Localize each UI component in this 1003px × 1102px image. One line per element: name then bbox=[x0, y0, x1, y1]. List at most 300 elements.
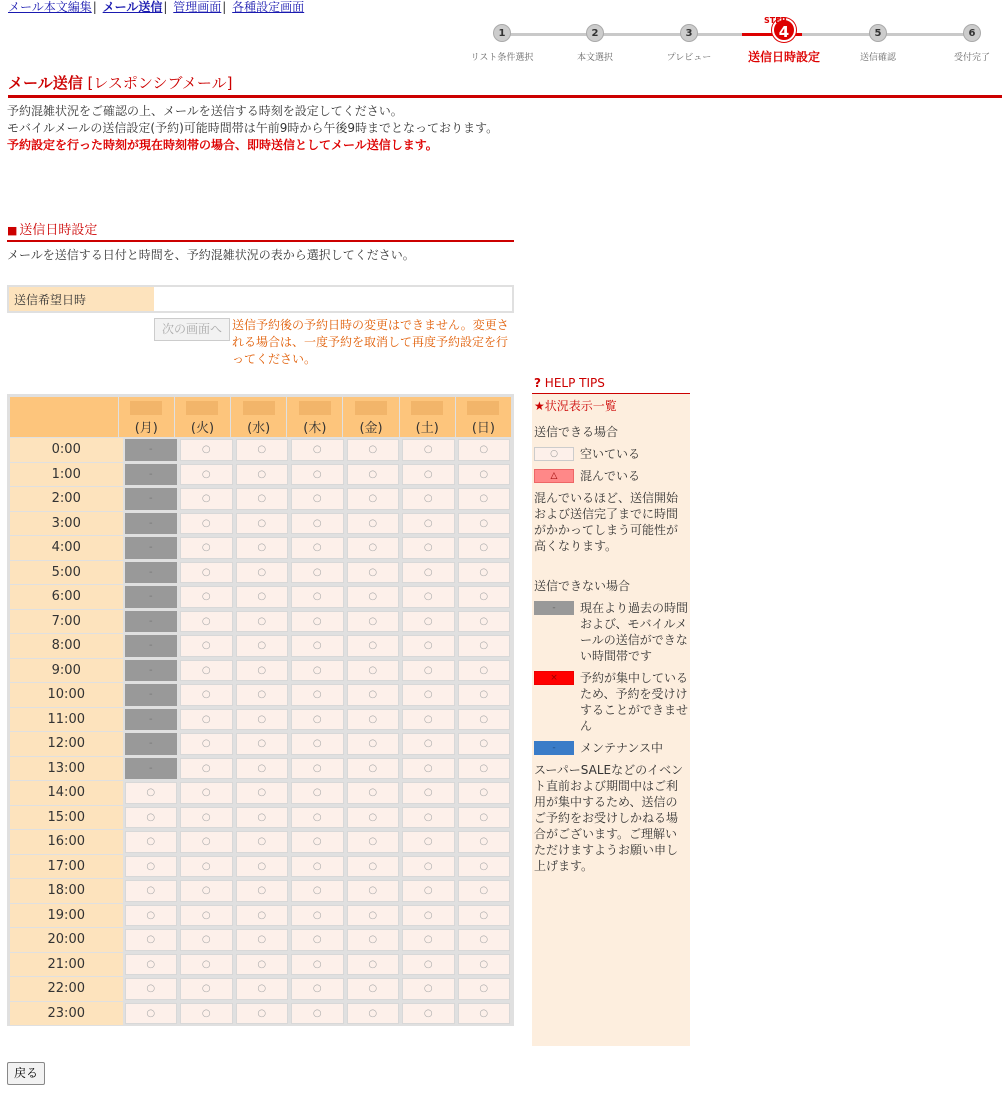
slot-available[interactable] bbox=[401, 854, 456, 879]
slot-unavailable bbox=[124, 437, 179, 462]
slot-available[interactable] bbox=[457, 854, 512, 879]
slot-available[interactable] bbox=[457, 511, 512, 536]
slot-available[interactable] bbox=[235, 756, 290, 781]
slot-available[interactable] bbox=[346, 609, 401, 634]
schedule-row bbox=[10, 927, 511, 952]
slot-mark: ○ bbox=[347, 1003, 400, 1025]
step-label: 送信確認 bbox=[859, 53, 896, 63]
slot-available[interactable] bbox=[179, 903, 234, 928]
schedule-row bbox=[10, 952, 511, 977]
slot-mark: ○ bbox=[236, 905, 289, 927]
page-title bbox=[8, 72, 1002, 98]
schedule-row bbox=[10, 511, 511, 536]
slot-mark: - bbox=[125, 586, 178, 608]
slot-available[interactable] bbox=[179, 511, 234, 536]
slot-available[interactable] bbox=[346, 682, 401, 707]
slot-mark: ○ bbox=[236, 562, 289, 584]
slot-mark: ○ bbox=[402, 537, 455, 559]
slot-available[interactable] bbox=[290, 560, 345, 585]
slot-available[interactable] bbox=[290, 535, 345, 560]
back-button[interactable]: 戻る bbox=[7, 1062, 45, 1085]
slot-mark: ○ bbox=[180, 782, 233, 804]
slot-mark: ○ bbox=[125, 856, 178, 878]
slot-available[interactable] bbox=[290, 437, 345, 462]
slot-mark: ○ bbox=[180, 562, 233, 584]
slot-available[interactable] bbox=[235, 1001, 290, 1026]
slot-available[interactable] bbox=[457, 780, 512, 805]
slot-available[interactable] bbox=[401, 486, 456, 511]
slot-available[interactable] bbox=[401, 976, 456, 1001]
slot-available[interactable] bbox=[346, 1001, 401, 1026]
step-label: 本文選択 bbox=[576, 53, 613, 63]
slot-available[interactable] bbox=[457, 437, 512, 462]
slot-available[interactable] bbox=[401, 805, 456, 830]
slot-available[interactable] bbox=[179, 878, 234, 903]
slot-available[interactable] bbox=[235, 486, 290, 511]
slot-mark: ○ bbox=[347, 611, 400, 633]
slot-mark: - bbox=[125, 439, 178, 461]
slot-mark: ○ bbox=[236, 709, 289, 731]
schedule-row bbox=[10, 805, 511, 830]
slot-mark: - bbox=[125, 464, 178, 486]
schedule-row bbox=[10, 903, 511, 928]
slot-mark: ○ bbox=[458, 905, 511, 927]
slot-available[interactable] bbox=[401, 707, 456, 732]
slot-available[interactable] bbox=[457, 462, 512, 487]
intro-warning: 予約設定を行った時刻が現在時刻帯の場合、即時送信としてメール送信します。 bbox=[7, 138, 438, 152]
slot-mark: ○ bbox=[236, 978, 289, 1000]
slot-available[interactable] bbox=[235, 903, 290, 928]
slot-available[interactable] bbox=[290, 878, 345, 903]
slot-mark: ○ bbox=[458, 954, 511, 976]
slot-available[interactable] bbox=[457, 609, 512, 634]
slot-available[interactable] bbox=[457, 560, 512, 585]
schedule-header bbox=[10, 397, 511, 437]
square-icon: ■ bbox=[7, 224, 18, 237]
slot-mark: ○ bbox=[291, 782, 344, 804]
slot-available[interactable] bbox=[235, 927, 290, 952]
slot-mark: ○ bbox=[458, 439, 511, 461]
day-date-placeholder bbox=[130, 401, 162, 415]
slot-available[interactable] bbox=[235, 437, 290, 462]
slot-available[interactable] bbox=[124, 854, 179, 879]
time-label: 15:00 bbox=[10, 805, 123, 830]
schedule-row bbox=[10, 633, 511, 658]
slot-available[interactable] bbox=[290, 976, 345, 1001]
slot-available[interactable] bbox=[124, 878, 179, 903]
slot-available[interactable] bbox=[179, 731, 234, 756]
slot-available[interactable] bbox=[179, 437, 234, 462]
slot-available[interactable] bbox=[290, 682, 345, 707]
slot-available[interactable] bbox=[124, 952, 179, 977]
slot-available[interactable] bbox=[401, 756, 456, 781]
slot-available[interactable] bbox=[346, 780, 401, 805]
slot-mark: ○ bbox=[236, 611, 289, 633]
time-label: 18:00 bbox=[10, 878, 123, 903]
slot-mark: ○ bbox=[347, 758, 400, 780]
section-title bbox=[7, 219, 514, 242]
slot-available[interactable] bbox=[346, 707, 401, 732]
slot-available[interactable] bbox=[179, 854, 234, 879]
slot-available[interactable] bbox=[235, 854, 290, 879]
step-number: 3 bbox=[680, 24, 698, 42]
slot-available[interactable] bbox=[346, 462, 401, 487]
slot-available[interactable] bbox=[290, 658, 345, 683]
slot-mark: ○ bbox=[458, 537, 511, 559]
slot-available[interactable] bbox=[179, 707, 234, 732]
slot-available[interactable] bbox=[179, 633, 234, 658]
slot-available[interactable] bbox=[457, 756, 512, 781]
slot-available[interactable] bbox=[346, 854, 401, 879]
slot-available[interactable] bbox=[235, 731, 290, 756]
slot-available[interactable] bbox=[346, 437, 401, 462]
nav-link-settings[interactable]: 各種設定画面 bbox=[232, 0, 305, 14]
slot-mark: ○ bbox=[180, 880, 233, 902]
slot-available[interactable] bbox=[346, 903, 401, 928]
slot-available[interactable] bbox=[401, 682, 456, 707]
time-label: 13:00 bbox=[10, 756, 123, 781]
slot-available[interactable] bbox=[235, 682, 290, 707]
slot-available[interactable] bbox=[179, 584, 234, 609]
slot-available[interactable] bbox=[457, 535, 512, 560]
slot-available[interactable] bbox=[290, 756, 345, 781]
slot-available[interactable] bbox=[401, 952, 456, 977]
slot-mark: ○ bbox=[458, 660, 511, 682]
slot-available[interactable] bbox=[290, 927, 345, 952]
slot-mark: - bbox=[125, 733, 178, 755]
slot-mark: ○ bbox=[236, 929, 289, 951]
slot-available[interactable] bbox=[457, 976, 512, 1001]
slot-available[interactable] bbox=[179, 560, 234, 585]
nav-link-admin[interactable]: 管理画面 bbox=[173, 0, 222, 14]
slot-available[interactable] bbox=[235, 584, 290, 609]
slot-available[interactable] bbox=[235, 658, 290, 683]
slot-available[interactable] bbox=[179, 609, 234, 634]
slot-mark: ○ bbox=[236, 513, 289, 535]
slot-available[interactable] bbox=[346, 829, 401, 854]
send-date-field bbox=[7, 285, 514, 313]
slot-mark: ○ bbox=[125, 905, 178, 927]
time-label: 2:00 bbox=[10, 486, 123, 511]
slot-available[interactable] bbox=[346, 486, 401, 511]
slot-mark: ○ bbox=[291, 537, 344, 559]
slot-mark: ○ bbox=[291, 880, 344, 902]
slot-available[interactable] bbox=[457, 731, 512, 756]
slot-mark: ○ bbox=[458, 782, 511, 804]
step-6 bbox=[932, 24, 1003, 63]
slot-available[interactable] bbox=[290, 584, 345, 609]
slot-available[interactable] bbox=[401, 903, 456, 928]
day-date-placeholder bbox=[411, 401, 443, 415]
slot-available[interactable] bbox=[401, 878, 456, 903]
step-number: 4 bbox=[772, 18, 796, 42]
slot-available[interactable] bbox=[179, 682, 234, 707]
slot-available[interactable] bbox=[290, 609, 345, 634]
slot-available[interactable] bbox=[346, 511, 401, 536]
slot-available[interactable] bbox=[290, 462, 345, 487]
slot-mark: ○ bbox=[125, 831, 178, 853]
slot-mark: ○ bbox=[458, 733, 511, 755]
slot-mark: ○ bbox=[180, 513, 233, 535]
slot-mark: ○ bbox=[236, 439, 289, 461]
slot-available[interactable] bbox=[457, 805, 512, 830]
slot-available[interactable] bbox=[401, 829, 456, 854]
slot-mark: ○ bbox=[236, 782, 289, 804]
slot-available[interactable] bbox=[290, 829, 345, 854]
slot-available[interactable] bbox=[235, 805, 290, 830]
legend-swatch-maintenance: - bbox=[534, 741, 574, 755]
slot-available[interactable] bbox=[401, 633, 456, 658]
slot-mark: ○ bbox=[347, 880, 400, 902]
slot-unavailable bbox=[124, 560, 179, 585]
slot-available[interactable] bbox=[457, 878, 512, 903]
slot-available[interactable] bbox=[290, 952, 345, 977]
schedule-corner bbox=[10, 397, 118, 437]
slot-available[interactable] bbox=[290, 486, 345, 511]
schedule-row bbox=[10, 560, 511, 585]
slot-available[interactable] bbox=[124, 780, 179, 805]
slot-available[interactable] bbox=[457, 1001, 512, 1026]
slot-unavailable bbox=[124, 731, 179, 756]
nav-link-mail-send[interactable]: メール送信 bbox=[102, 0, 163, 14]
slot-available[interactable] bbox=[401, 560, 456, 585]
slot-mark: ○ bbox=[458, 880, 511, 902]
slot-available[interactable] bbox=[346, 927, 401, 952]
cannot-send-heading: 送信できない場合 bbox=[534, 579, 631, 593]
schedule-row bbox=[10, 1001, 511, 1026]
time-label: 17:00 bbox=[10, 854, 123, 879]
slot-available[interactable] bbox=[290, 1001, 345, 1026]
slot-available[interactable] bbox=[290, 805, 345, 830]
slot-available[interactable] bbox=[179, 535, 234, 560]
slot-available[interactable] bbox=[235, 560, 290, 585]
step-3 bbox=[649, 24, 729, 63]
send-date-label: 送信希望日時 bbox=[9, 287, 154, 311]
slot-available[interactable] bbox=[346, 633, 401, 658]
slot-mark: ○ bbox=[236, 464, 289, 486]
change-note: 送信予約後の予約日時の変更はできません。変更される場合は、一度予約を取消して再度予約設定を行ってください。 bbox=[232, 318, 509, 366]
help-panel bbox=[532, 372, 690, 1047]
send-date-value bbox=[154, 287, 512, 311]
step-number: 2 bbox=[586, 24, 604, 42]
help-list-title: ★状況表示一覧 bbox=[534, 399, 617, 413]
slot-available[interactable] bbox=[235, 511, 290, 536]
slot-mark: ○ bbox=[347, 709, 400, 731]
slot-available[interactable] bbox=[290, 854, 345, 879]
slot-mark: ○ bbox=[347, 856, 400, 878]
slot-available[interactable] bbox=[457, 584, 512, 609]
slot-available[interactable] bbox=[290, 903, 345, 928]
slot-available[interactable] bbox=[457, 927, 512, 952]
slot-available[interactable] bbox=[235, 829, 290, 854]
slot-mark: ○ bbox=[291, 831, 344, 853]
time-label: 9:00 bbox=[10, 658, 123, 683]
slot-available[interactable] bbox=[124, 903, 179, 928]
day-date-placeholder bbox=[355, 401, 387, 415]
slot-available[interactable] bbox=[401, 927, 456, 952]
day-header bbox=[456, 397, 511, 437]
slot-available[interactable] bbox=[401, 609, 456, 634]
schedule-row bbox=[10, 756, 511, 781]
day-date-placeholder bbox=[467, 401, 499, 415]
legend-label: 混んでいる bbox=[580, 469, 641, 483]
slot-mark: ○ bbox=[236, 586, 289, 608]
slot-available[interactable] bbox=[401, 780, 456, 805]
slot-available[interactable] bbox=[346, 584, 401, 609]
slot-available[interactable] bbox=[235, 633, 290, 658]
slot-mark: - bbox=[125, 660, 178, 682]
slot-mark: - bbox=[125, 513, 178, 535]
slot-available[interactable] bbox=[179, 1001, 234, 1026]
time-label: 1:00 bbox=[10, 462, 123, 487]
slot-mark: ○ bbox=[458, 831, 511, 853]
slot-available[interactable] bbox=[401, 658, 456, 683]
slot-mark: ○ bbox=[402, 660, 455, 682]
slot-available[interactable] bbox=[290, 633, 345, 658]
slot-available[interactable] bbox=[290, 707, 345, 732]
slot-available[interactable] bbox=[401, 437, 456, 462]
slot-mark: ○ bbox=[347, 954, 400, 976]
slot-available[interactable] bbox=[179, 756, 234, 781]
slot-mark: ○ bbox=[180, 660, 233, 682]
slot-mark: ○ bbox=[180, 929, 233, 951]
time-label: 10:00 bbox=[10, 682, 123, 707]
step-2 bbox=[555, 24, 635, 63]
slot-available[interactable] bbox=[457, 952, 512, 977]
slot-available[interactable] bbox=[457, 633, 512, 658]
slot-mark: ○ bbox=[402, 905, 455, 927]
page-title-text: メール送信 bbox=[8, 74, 83, 92]
slot-available[interactable] bbox=[346, 756, 401, 781]
slot-available[interactable] bbox=[401, 584, 456, 609]
slot-available[interactable] bbox=[235, 878, 290, 903]
slot-available[interactable] bbox=[457, 903, 512, 928]
slot-mark: ○ bbox=[458, 684, 511, 706]
schedule-row bbox=[10, 462, 511, 487]
slot-mark: ○ bbox=[458, 611, 511, 633]
slot-available[interactable] bbox=[401, 511, 456, 536]
legend-swatch-full: × bbox=[534, 671, 574, 685]
slot-mark: - bbox=[125, 537, 178, 559]
slot-available[interactable] bbox=[401, 1001, 456, 1026]
slot-available[interactable] bbox=[346, 976, 401, 1001]
slot-available[interactable] bbox=[179, 805, 234, 830]
slot-available[interactable] bbox=[290, 731, 345, 756]
slot-mark: ○ bbox=[458, 488, 511, 510]
schedule-row bbox=[10, 609, 511, 634]
slot-mark: - bbox=[125, 611, 178, 633]
slot-available[interactable] bbox=[124, 1001, 179, 1026]
slot-available[interactable] bbox=[457, 486, 512, 511]
slot-mark: ○ bbox=[180, 1003, 233, 1025]
slot-available[interactable] bbox=[179, 780, 234, 805]
slot-available[interactable] bbox=[346, 658, 401, 683]
slot-available[interactable] bbox=[124, 976, 179, 1001]
slot-available[interactable] bbox=[235, 609, 290, 634]
slot-available[interactable] bbox=[179, 829, 234, 854]
slot-mark: ○ bbox=[402, 684, 455, 706]
time-label: 3:00 bbox=[10, 511, 123, 536]
slot-available[interactable] bbox=[457, 829, 512, 854]
slot-available[interactable] bbox=[290, 511, 345, 536]
legend-label: 予約が集中しているため、予約を受けけすることができません bbox=[580, 671, 689, 733]
slot-available[interactable] bbox=[124, 805, 179, 830]
help-title: HELP TIPS bbox=[544, 376, 605, 390]
slot-available[interactable] bbox=[346, 731, 401, 756]
slot-available[interactable] bbox=[235, 780, 290, 805]
step-number: 5 bbox=[869, 24, 887, 42]
intro-line: モバイルメールの送信設定(予約)可能時間帯は午前9時から午後9時までとなっております。 bbox=[7, 121, 499, 135]
slot-available[interactable] bbox=[346, 535, 401, 560]
day-header bbox=[287, 397, 342, 437]
slot-mark: - bbox=[125, 488, 178, 510]
day-header bbox=[343, 397, 398, 437]
slot-available[interactable] bbox=[346, 560, 401, 585]
progress-stepper bbox=[462, 18, 1002, 68]
slot-available[interactable] bbox=[235, 952, 290, 977]
slot-available[interactable] bbox=[346, 805, 401, 830]
slot-available[interactable] bbox=[179, 462, 234, 487]
schedule-row bbox=[10, 878, 511, 903]
slot-available[interactable] bbox=[235, 976, 290, 1001]
slot-mark: ○ bbox=[180, 488, 233, 510]
slot-mark: ○ bbox=[180, 439, 233, 461]
slot-available[interactable] bbox=[401, 462, 456, 487]
slot-mark: - bbox=[125, 635, 178, 657]
slot-available[interactable] bbox=[235, 707, 290, 732]
slot-mark: ○ bbox=[347, 537, 400, 559]
slot-available[interactable] bbox=[457, 707, 512, 732]
time-label: 12:00 bbox=[10, 731, 123, 756]
slot-available[interactable] bbox=[457, 682, 512, 707]
slot-available[interactable] bbox=[179, 952, 234, 977]
legend-past bbox=[534, 600, 688, 664]
slot-mark: ○ bbox=[180, 709, 233, 731]
slot-available[interactable] bbox=[179, 658, 234, 683]
nav-separator: | bbox=[163, 0, 168, 14]
slot-mark: ○ bbox=[236, 1003, 289, 1025]
nav-link-mail-body-edit[interactable]: メール本文編集 bbox=[8, 0, 92, 14]
legend-busy bbox=[534, 468, 688, 484]
slot-mark: ○ bbox=[458, 513, 511, 535]
slot-mark: - bbox=[125, 562, 178, 584]
slot-mark: ○ bbox=[347, 978, 400, 1000]
slot-available[interactable] bbox=[346, 878, 401, 903]
slot-available[interactable] bbox=[235, 462, 290, 487]
slot-mark: ○ bbox=[236, 831, 289, 853]
schedule-row bbox=[10, 437, 511, 462]
slot-unavailable bbox=[124, 511, 179, 536]
slot-available[interactable] bbox=[401, 731, 456, 756]
next-button[interactable]: 次の画面へ bbox=[154, 318, 230, 341]
slot-available[interactable] bbox=[457, 658, 512, 683]
slot-available[interactable] bbox=[179, 927, 234, 952]
slot-mark: ○ bbox=[402, 880, 455, 902]
slot-available[interactable] bbox=[179, 976, 234, 1001]
slot-available[interactable] bbox=[290, 780, 345, 805]
slot-mark: ○ bbox=[402, 513, 455, 535]
day-name: (水) bbox=[247, 421, 271, 436]
time-label: 4:00 bbox=[10, 535, 123, 560]
slot-mark: ○ bbox=[180, 733, 233, 755]
slot-available[interactable] bbox=[235, 535, 290, 560]
slot-available[interactable] bbox=[401, 535, 456, 560]
slot-unavailable bbox=[124, 535, 179, 560]
slot-available[interactable] bbox=[179, 486, 234, 511]
slot-available[interactable] bbox=[124, 829, 179, 854]
slot-available[interactable] bbox=[346, 952, 401, 977]
slot-available[interactable] bbox=[124, 927, 179, 952]
